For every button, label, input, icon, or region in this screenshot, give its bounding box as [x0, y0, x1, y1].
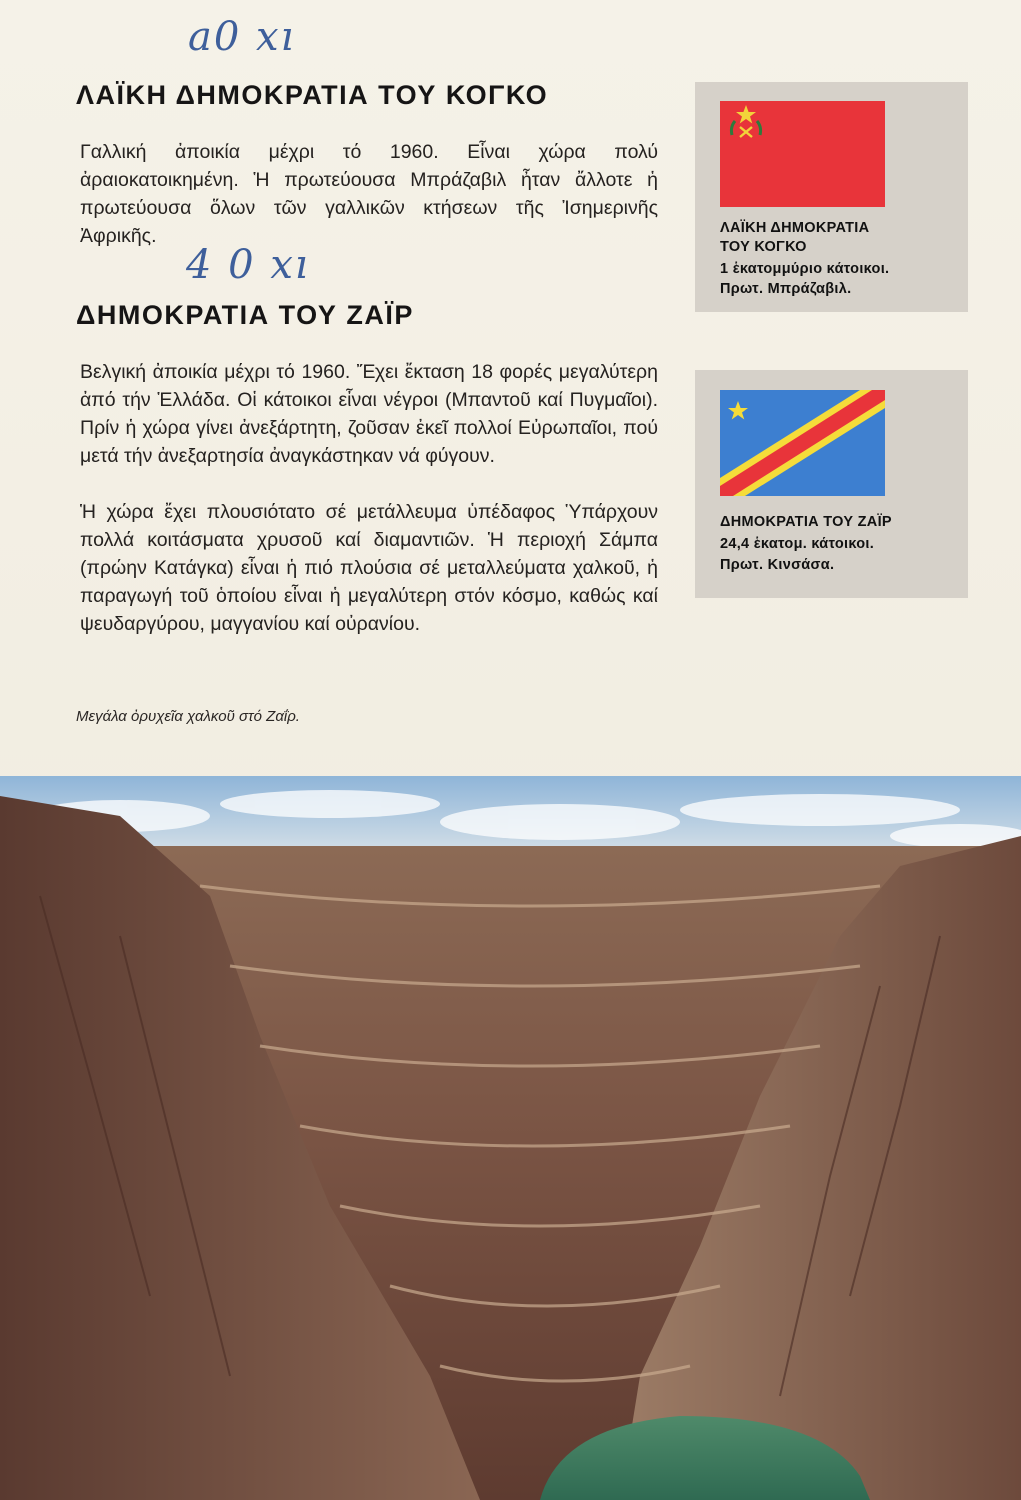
zaire-flag-card [695, 370, 968, 598]
zaire-card-population: 24,4 ἑκατομ. κάτοικοι. [720, 536, 875, 552]
congo-heading: ΛΑΪΚΗ ΔΗΜΟΚΡΑΤΙΑ ΤΟΥ ΚΟΓΚΟ [76, 80, 549, 110]
handwritten-note-middle: 4 0 xı [186, 242, 310, 288]
congo-card-population: 1 ἑκατομμύριο κάτοικοι. [720, 261, 890, 277]
congo-card-capital: Πρωτ. Μπράζαβιλ. [720, 281, 852, 297]
zaire-flag [720, 390, 885, 496]
zaire-paragraph-2: Ἡ χώρα ἔχει πλουσιότατο σέ μετάλλευμα ὑπέδαφος Ὑπάρχουν πολλά κοιτάσματα χρυσοῦ καί διαμαντιῶν. Ἡ περιοχή Σάμπα (πρώην Κατάγκα) εἶναι ἡ πιό πλούσια σέ μεταλλεύματα χαλκοῦ, ἡ παραγωγή τοῦ ὁποίου εἶναι ἡ μεγαλύτερη στόν κόσμο, καθώς καί ψευδαργύρου, μαγγανίου καί οὐρανίου. [80, 501, 658, 635]
zaire-card-capital: Πρωτ. Κινσάσα. [720, 557, 835, 573]
congo-paragraph: Γαλλική ἀποικία μέχρι τό 1960. Εἶναι χώρα πολύ ἀραιοκατοικημένη. Ἡ πρωτεύουσα Μπράζαβιλ ἦταν ἄλλοτε ἡ πρωτεύουσα ὅλων τῶν γαλλικῶν κτήσεων τῆς Ἰσημερινῆς Ἀφρικῆς. [80, 141, 658, 247]
zaire-heading: ΔΗΜΟΚΡΑΤΙΑ ΤΟΥ ΖΑΪΡ [76, 300, 414, 330]
zaire-card-name: ΔΗΜΟΚΡΑΤΙΑ ΤΟΥ ΖΑΪΡ [720, 514, 892, 530]
photo-caption: Μεγάλα ὀρυχεῖα χαλκοῦ στό Ζαΐρ. [76, 708, 300, 725]
congo-card-name-line2: ΤΟΥ ΚΟΓΚΟ [720, 239, 807, 255]
congo-flag-card [695, 82, 968, 312]
congo-flag [720, 101, 885, 207]
copper-mine-photo [0, 776, 1021, 1500]
zaire-paragraph-1: Βελγική ἀποικία μέχρι τό 1960. Ἔχει ἔκταση 18 φορές μεγαλύτερη ἀπό τήν Ἑλλάδα. Οἱ κάτοικοι εἶναι νέγροι (Μπαντοῦ καί Πυγμαῖοι). Πρίν ἡ χώρα γίνει ἀνεξάρτητη, ζοῦσαν ἐκεῖ πολλοί Εὐρωπαῖοι, πού μετά τήν ἀνεξαρτησία ἀναγκάστηκαν νά φύγουν. [80, 361, 658, 467]
congo-card-name-line1: ΛΑΪΚΗ ΔΗΜΟΚΡΑΤΙΑ [720, 220, 870, 236]
handwritten-note-top: a0 xı [188, 14, 296, 60]
